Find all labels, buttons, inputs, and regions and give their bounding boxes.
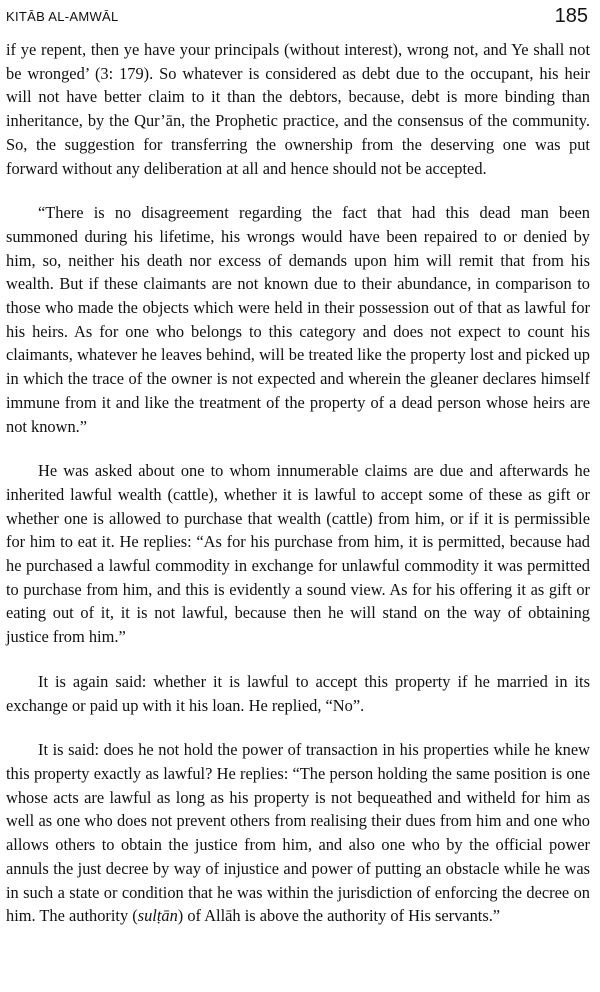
paragraph-2: “There is no disagreement regarding the fact that had this dead man been summoned during his lifetime, his wrongs would have been repaired to or denied by him, so, neither his death nor excess of demands upon him will remit that from his wealth. But if these claimants are not known due to their abundance, in comparison to those who made the objects which were held in their possession out of that as lawful for his heirs. As for one who belongs to this category and does not expect to count his claimants, whatever he leaves behind, will be treated like the property lost and picked up in which the trace of the owner is not expected and wherein the gleaner declares himself immune from it and like the treatment of the property of a dead person whose heirs are not known.” [6, 203, 590, 436]
italic-term: sulṭān [137, 906, 178, 926]
paragraph-5-text-after: ) of Allāh is above the authority of His servants.” [177, 906, 501, 926]
body-text [6, 38, 590, 949]
paragraph-3: He was asked about one to whom innumerable claims are due and afterwards he inherited lawful wealth (cattle), whether it is lawful to accept some of these as gift or whether one is allowed to purchase that wealth (cattle) from him, or if it is permissible for him to eat it. He replies: “As for his purchase from him, it is permitted, because had he purchased a lawful commodity in exchange for unlawful commodity it was permitted to purchase from him, and this is evidently a sound view. As for his offering it as gift or eating out of it, it is not lawful, because then he will stand on the way of obtaining justice from him.” [6, 461, 590, 647]
paragraph-5-text-before: It is said: does he not hold the power of transaction in his properties while he knew this property exactly as lawful? He replies: “The person holding the same position is one whose acts are lawful as long as his property is not bequeathed and witheld for him as well as one who does not prevent others from realising their dues from him and one who allows others to obtain the justice from him, and also one who by the official power annuls the just decree by way of injustice and power of putting an obstacle while he was in such a state or condition that he was within the jurisdiction of enforcing the decree on him. The authority ( [6, 740, 590, 926]
page-header [6, 2, 588, 30]
running-head: KITĀB AL-AMWĀL [6, 8, 119, 24]
paragraph-4: It is again said: whether it is lawful to accept this property if he married in its exchange or paid up with it his loan. He replied, “No”. [6, 671, 590, 715]
paragraph-5 [6, 738, 590, 928]
paragraph-1: if ye repent, then ye have your principals (without interest), wrong not, and Ye shall not be wronged’ (3: 179). So whatever is considered as debt due to the occupant, his heir will not have better claim to it than the debtors, because, debt is more binding than inheritance, by the Qur’ān, the Prophetic practice, and the consensus of the community. So, the suggestion for transferring the ownership from the deserving one was put forward without any deliberation at all and hence should not be accepted. [6, 40, 590, 178]
page-number: 185 [554, 4, 588, 27]
